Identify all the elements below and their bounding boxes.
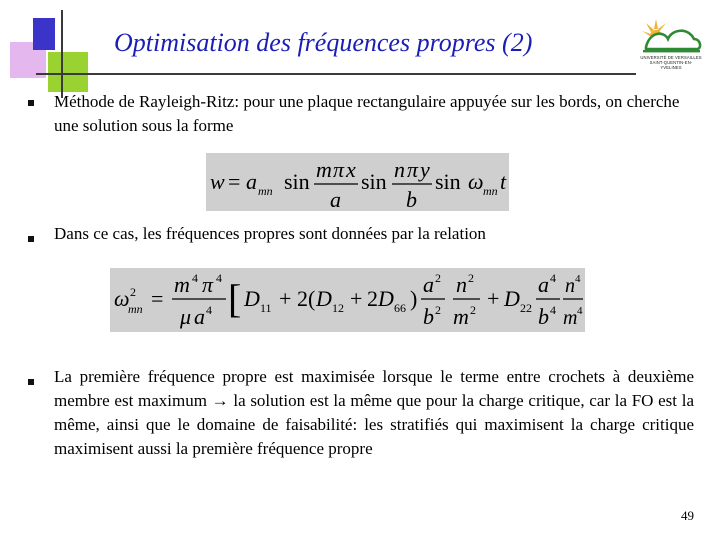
f1-y: y [420, 157, 430, 182]
page-number: 49 [681, 508, 694, 523]
f1-sin-2: sin [361, 169, 387, 194]
f1-w: w [210, 169, 225, 194]
f2-two-2: 2 [367, 286, 378, 311]
f2-rparen: ) [410, 286, 418, 311]
f2-num-pi-exp: 4 [216, 271, 222, 285]
f2-frac1-b: b [423, 304, 434, 329]
bullet-marker-1 [28, 100, 34, 106]
f2-left-bracket: [ [228, 276, 242, 321]
logo-line-2: SAINT-QUENTIN-EN-YVELINES [649, 60, 693, 70]
f2-lparen: ( [308, 286, 316, 311]
f1-pi-1: π [333, 157, 345, 182]
formula-displacement [206, 153, 509, 211]
f2-plus-1: + [279, 286, 292, 311]
decor-square-green [48, 52, 88, 92]
f1-t: t [500, 169, 507, 194]
f2-D12: D [316, 286, 332, 311]
f2-frac3-b-exp: 4 [550, 303, 556, 317]
f2-D66-sub: 66 [394, 301, 406, 315]
f2-den-a: a [194, 304, 205, 329]
f2-D66: D [378, 286, 394, 311]
f2-frac2-m: m [453, 304, 469, 329]
f2-two-1: 2 [297, 286, 308, 311]
f1-denominator-a: a [330, 187, 341, 211]
bullet-text-3: La première fréquence propre est maximisée lorsque le terme entre crochets à deuxième membre est maximum → la solution est la même que pour la charge critique, car la FO est la même, ainsi que le domaine de faisabilité: les stratifiés qui maximisent la charge critique maximisent aussi la première fréquence propre [54, 367, 694, 458]
f2-frac4-n: n [565, 275, 575, 297]
f2-frac1-a: a [423, 272, 434, 297]
f1-a: a [246, 169, 257, 194]
bullet-text-2: Dans ce cas, les fréquences propres sont données par la relation [54, 224, 486, 243]
f1-denominator-b: b [406, 187, 417, 211]
f2-omega-sup: 2 [130, 285, 136, 299]
university-logo [640, 17, 702, 70]
f2-D22-sub: 22 [520, 301, 532, 315]
f2-frac1-b-exp: 2 [435, 303, 441, 317]
f1-a-sub: mn [258, 184, 273, 198]
slide-title: Optimisation des fréquences propres (2) [114, 28, 533, 57]
f2-den-a-exp: 4 [206, 303, 212, 317]
f2-frac3-a: a [538, 272, 549, 297]
f2-frac3-a-exp: 4 [550, 271, 556, 285]
f1-pi-2: π [407, 157, 419, 182]
f2-frac4-m-exp: 4 [577, 305, 583, 317]
f1-equals: = [228, 169, 241, 194]
f2-omega-sub: mn [128, 302, 143, 316]
f2-num-m: m [174, 272, 190, 297]
f2-equals: = [151, 286, 164, 311]
f1-omega: ω [468, 169, 484, 194]
logo-line-1: UNIVERSITÉ DE VERSAILLES [640, 55, 702, 60]
decor-square-purple [33, 18, 55, 50]
f2-den-mu: μ [180, 304, 192, 329]
title-underline [36, 73, 636, 75]
formula-frequency [110, 268, 585, 332]
f2-frac3-b: b [538, 304, 549, 329]
f1-sin-3: sin [435, 169, 461, 194]
f2-D11: D [244, 286, 260, 311]
f2-frac2-n-exp: 2 [468, 271, 474, 285]
f2-frac1-a-exp: 2 [435, 271, 441, 285]
f1-x: x [346, 157, 356, 182]
f2-D11-sub: 11 [260, 301, 272, 315]
f2-right-bracket-holder [579, 268, 585, 332]
f2-frac2-n: n [456, 272, 467, 297]
decor-vertical-line [61, 10, 63, 98]
f2-D22: D [504, 286, 520, 311]
bullet-text-1: Méthode de Rayleigh-Ritz: pour une plaque rectangulaire appuyée sur les bords, on cherche une solution sous la forme [54, 92, 680, 135]
f2-omega: ω [114, 286, 130, 311]
f2-num-pi: π [202, 272, 214, 297]
f2-num-m-exp: 4 [192, 271, 198, 285]
f1-omega-sub: mn [483, 184, 498, 198]
f2-frac4-m: m [563, 307, 578, 329]
f1-n: n [394, 157, 405, 182]
f2-D12-sub: 12 [332, 301, 344, 315]
f2-frac4-n-exp: 4 [575, 273, 581, 285]
f2-plus-2: + [350, 286, 363, 311]
bullet-marker-3 [28, 379, 34, 385]
f2-plus-3: + [487, 286, 500, 311]
f1-sin-1: sin [284, 169, 310, 194]
f2-frac2-m-exp: 2 [470, 303, 476, 317]
f1-m: m [316, 157, 332, 182]
bullet-marker-2 [28, 236, 34, 242]
logo-emblem [640, 17, 702, 55]
